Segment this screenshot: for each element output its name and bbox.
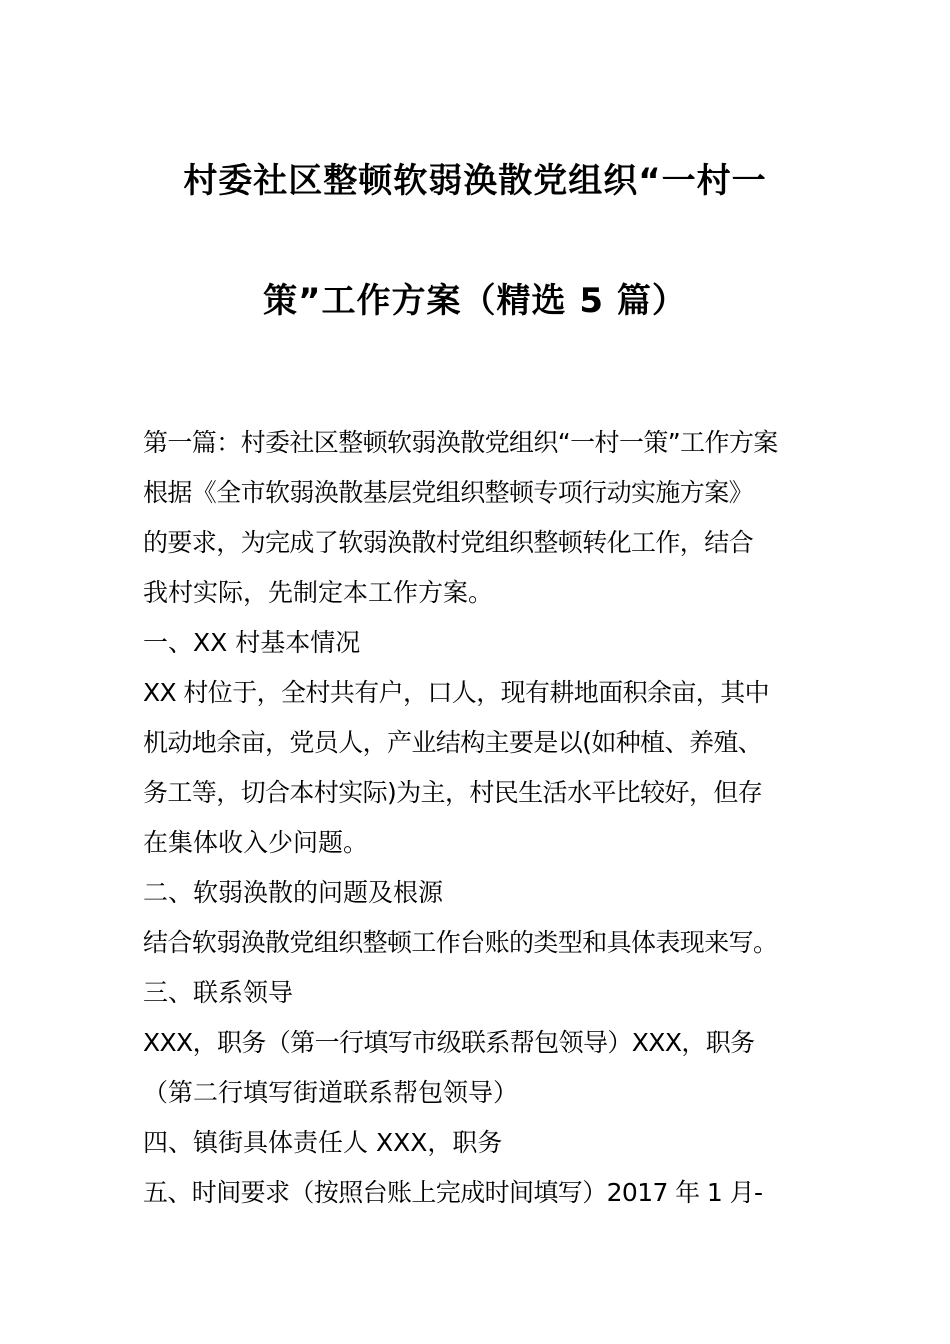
document-title-line-2: 策”工作方案（精选 5 篇） (263, 281, 687, 321)
text-line: 机动地余亩，党员人，产业结构主要是以(如种植、养殖、 (143, 728, 763, 757)
text-line: 在集体收入少问题。 (143, 828, 369, 857)
text-line: 结合软弱涣散党组织整顿工作台账的类型和具体表现来写。 (143, 928, 778, 957)
text-line: 的要求，为完成了软弱涣散村党组织整顿转化工作，结合 (143, 528, 754, 557)
text-line: XXX，职务（第一行填写市级联系帮包领导）XXX，职务 (143, 1028, 755, 1057)
section-heading: 四、镇街具体责任人 XXX，职务 (143, 1128, 503, 1157)
document-title-line-1: 村委社区整顿软弱涣散党组织“一村一 (183, 161, 767, 201)
text-line: 第一篇：村委社区整顿软弱涣散党组织“一村一策”工作方案 (143, 428, 778, 457)
section-heading: 一、XX 村基本情况 (143, 628, 361, 657)
section-heading: 二、软弱涣散的问题及根源 (143, 878, 444, 907)
text-line: 务工等，切合本村实际)为主，村民生活水平比较好，但存 (143, 778, 763, 807)
text-line: （第二行填写街道联系帮包领导） (143, 1078, 519, 1107)
section-heading: 五、时间要求（按照台账上完成时间填写）2017 年 1 月- (143, 1178, 763, 1207)
text-line: 根据《全市软弱涣散基层党组织整顿专项行动实施方案》 (143, 478, 754, 507)
document-body (143, 418, 813, 1218)
text-line: XX 村位于，全村共有户，口人，现有耕地面积余亩，其中 (143, 678, 770, 707)
text-line: 我村实际，先制定本工作方案。 (143, 578, 494, 607)
section-heading: 三、联系领导 (143, 978, 294, 1007)
